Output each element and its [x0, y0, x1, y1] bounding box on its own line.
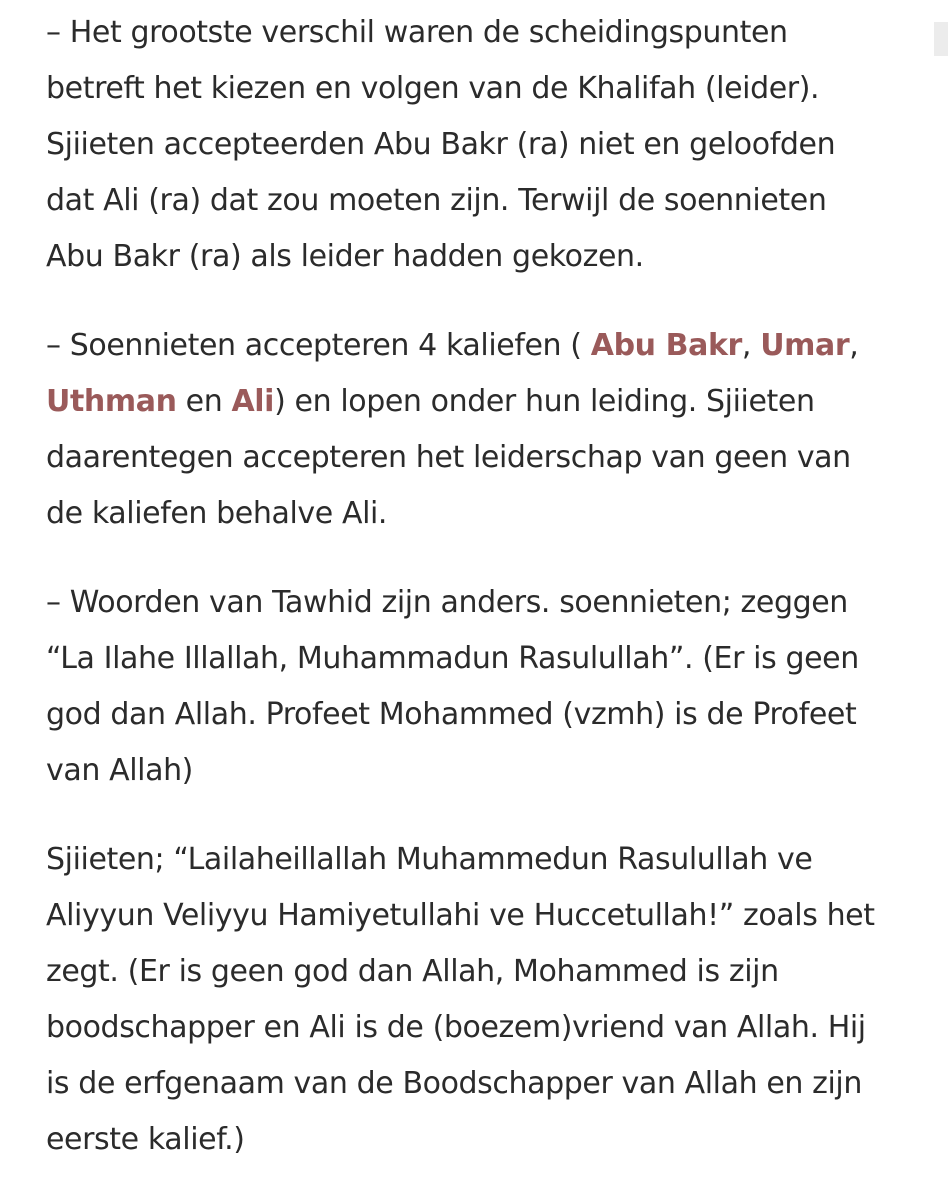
paragraph-line: Sjiieten accepteerden Abu Bakr (ra) niet en geloofden [46, 127, 836, 162]
paragraph-line: is de erfgenaam van de Boodschapper van Allah en zijn [46, 1066, 862, 1101]
paragraph-line: eerste kalief.) [46, 1122, 245, 1157]
paragraph-line: “La Ilahe Illallah, Muhammadun Rasulullah”. (Er is geen [46, 641, 859, 676]
paragraph-line [46, 374, 926, 430]
paragraph-line: god dan Allah. Profeet Mohammed (vzmh) is de Profeet [46, 697, 857, 732]
paragraph-line: dat Ali (ra) dat zou moeten zijn. Terwijl de soennieten [46, 183, 827, 218]
scroll-edge-marker [934, 22, 948, 56]
paragraph-line: Sjiieten; “Lailaheillallah Muhammedun Rasulullah ve [46, 842, 813, 877]
conjunction-text: en [176, 384, 232, 419]
link-uthman[interactable]: Uthman [46, 384, 177, 419]
paragraph-line: daarentegen accepteren het leiderschap van geen van [46, 440, 851, 475]
comma-text: , [741, 328, 761, 363]
link-abu-bakr[interactable]: Abu Bakr [590, 328, 742, 363]
paragraph-kaliefen [46, 318, 926, 542]
paragraph-line: van Allah) [46, 753, 193, 788]
link-umar[interactable]: Umar [760, 328, 850, 363]
paragraph-line: boodschapper en Ali is de (boezem)vriend van Allah. Hij [46, 1010, 866, 1045]
article-body [46, 5, 926, 1201]
paragraph-line: – Woorden van Tawhid zijn anders. soennieten; zeggen [46, 585, 848, 620]
paragraph-tawhid-soennieten [46, 575, 926, 799]
paragraph-line: Abu Bakr (ra) als leider hadden gekozen. [46, 239, 644, 274]
comma-text: , [849, 328, 859, 363]
paragraph-line: Aliyyun Veliyyu Hamiyetullahi ve Huccetullah!” zoals het [46, 898, 875, 933]
paragraph-text: – Soennieten accepteren 4 kaliefen ( [46, 328, 591, 363]
paragraph-khalifah [46, 5, 926, 285]
link-ali[interactable]: Ali [231, 384, 275, 419]
paragraph-line: betreft het kiezen en volgen van de Khalifah (leider). [46, 71, 820, 106]
paragraph-line [46, 318, 926, 374]
paragraph-tawhid-sjiieten [46, 832, 926, 1168]
paragraph-line: de kaliefen behalve Ali. [46, 496, 388, 531]
paragraph-line: zegt. (Er is geen god dan Allah, Mohammed is zijn [46, 954, 779, 989]
paragraph-line: – Het grootste verschil waren de scheidingspunten [46, 15, 788, 50]
paragraph-text: ) en lopen onder hun leiding. Sjiieten [274, 384, 815, 419]
